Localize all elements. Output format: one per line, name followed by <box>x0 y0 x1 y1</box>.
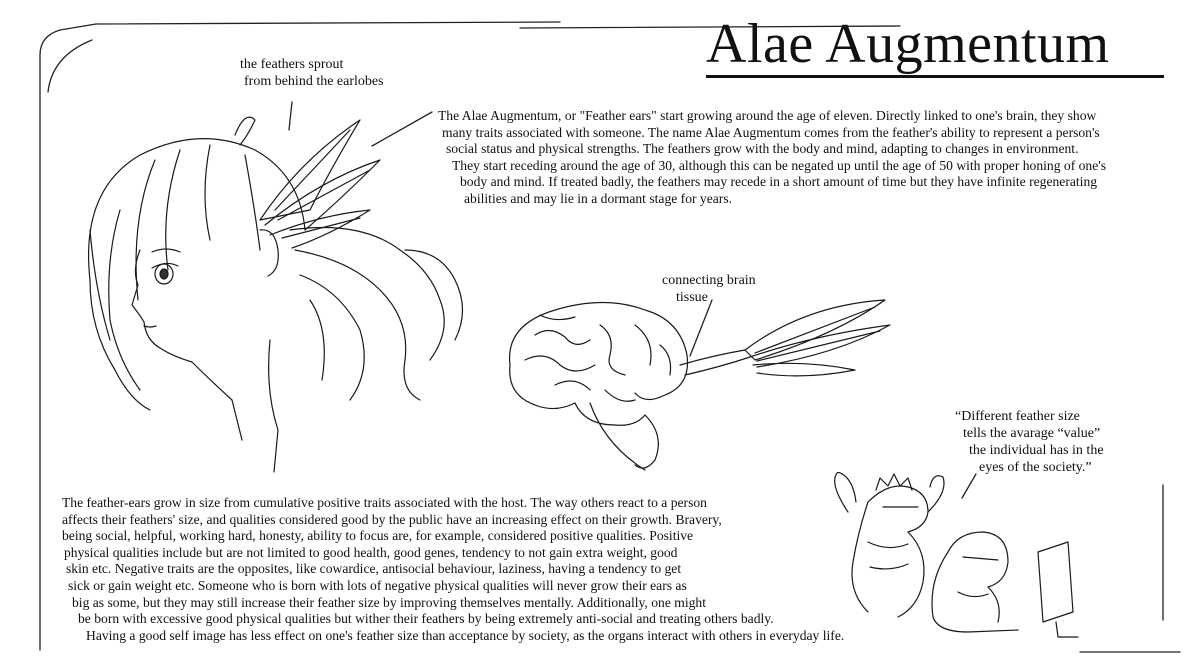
brain-sketch <box>495 295 905 480</box>
paragraph-line: skin etc. Negative traits are the opposites, like cowardice, antisocial behaviour, laziness, having a tendency to get <box>66 561 682 577</box>
paragraph-line: The Alae Augmentum, or "Feather ears" start growing around the age of eleven. Directly linked to one's brain, they show <box>438 108 1097 123</box>
paragraph-line: sick or gain weight etc. Someone who is born with lots of negative physical qualities will never grow their ears as <box>68 577 687 593</box>
paragraph-line: many traits associated with someone. The name Alae Augmentum comes from the feather's ability to represent a person's <box>442 124 1100 140</box>
paragraph-line: physical qualities include but are not limited to good health, good genes, tendency to not gain extra weight, good <box>64 544 678 560</box>
quote-line: tells the avarage “value” <box>963 426 1101 441</box>
paragraph-line: big as some, but they may still increase their feather size by improving themselves mentally. Additionally, one might <box>72 594 706 610</box>
paragraph-line: body and mind. If treated badly, the feathers may recede in a short amount of time but they have infinite regenerating <box>460 174 1098 190</box>
page-title: Alae Augmentum <box>706 13 1110 75</box>
feather-size-quote <box>955 408 1104 476</box>
paragraph-line: Having a good self image has less effect on one's feather size than acceptance by society, as the organs interact with others in everyday life. <box>86 627 845 643</box>
paragraph-line: be born with excessive good physical qualities but wither their feathers by being extremely anti-social and treating others badly. <box>78 611 774 627</box>
intro-paragraph <box>438 108 1106 208</box>
annotation-line: tissue <box>676 290 708 305</box>
feathers-sprout-annotation <box>240 56 384 90</box>
quote-line: eyes of the society.” <box>979 460 1092 475</box>
paragraph-line: affects their feathers' size, and qualities considered good by the public have an increasing effect on their growth. Bravery, <box>62 511 722 527</box>
girl-head-sketch <box>60 100 490 480</box>
growth-paragraph <box>62 495 844 644</box>
quote-line: “Different feather size <box>955 409 1080 424</box>
annotation-line: the feathers sprout <box>240 57 344 72</box>
paragraph-line: abilities and may lie in a dormant stage for years. <box>464 190 733 206</box>
people-sketch <box>808 472 1088 642</box>
paragraph-line: The feather-ears grow in size from cumulative positive traits associated with the host. The way others react to a person <box>62 495 707 510</box>
annotation-line: from behind the earlobes <box>244 74 384 89</box>
annotation-line: connecting brain <box>662 273 756 288</box>
paragraph-line: being social, helpful, working hard, honesty, ability to focus are, for example, considered positive qualities. Positive <box>62 528 694 544</box>
paragraph-line: They start receding around the age of 30, although this can be negated up until the age of 50 with proper honing of one's <box>452 157 1107 173</box>
title-underline <box>706 75 1164 78</box>
connecting-brain-annotation <box>662 272 756 306</box>
paragraph-line: social status and physical strengths. The feathers grow with the body and mind, adapting to changes in environment. <box>446 141 1079 157</box>
quote-line: the individual has in the <box>969 443 1104 458</box>
